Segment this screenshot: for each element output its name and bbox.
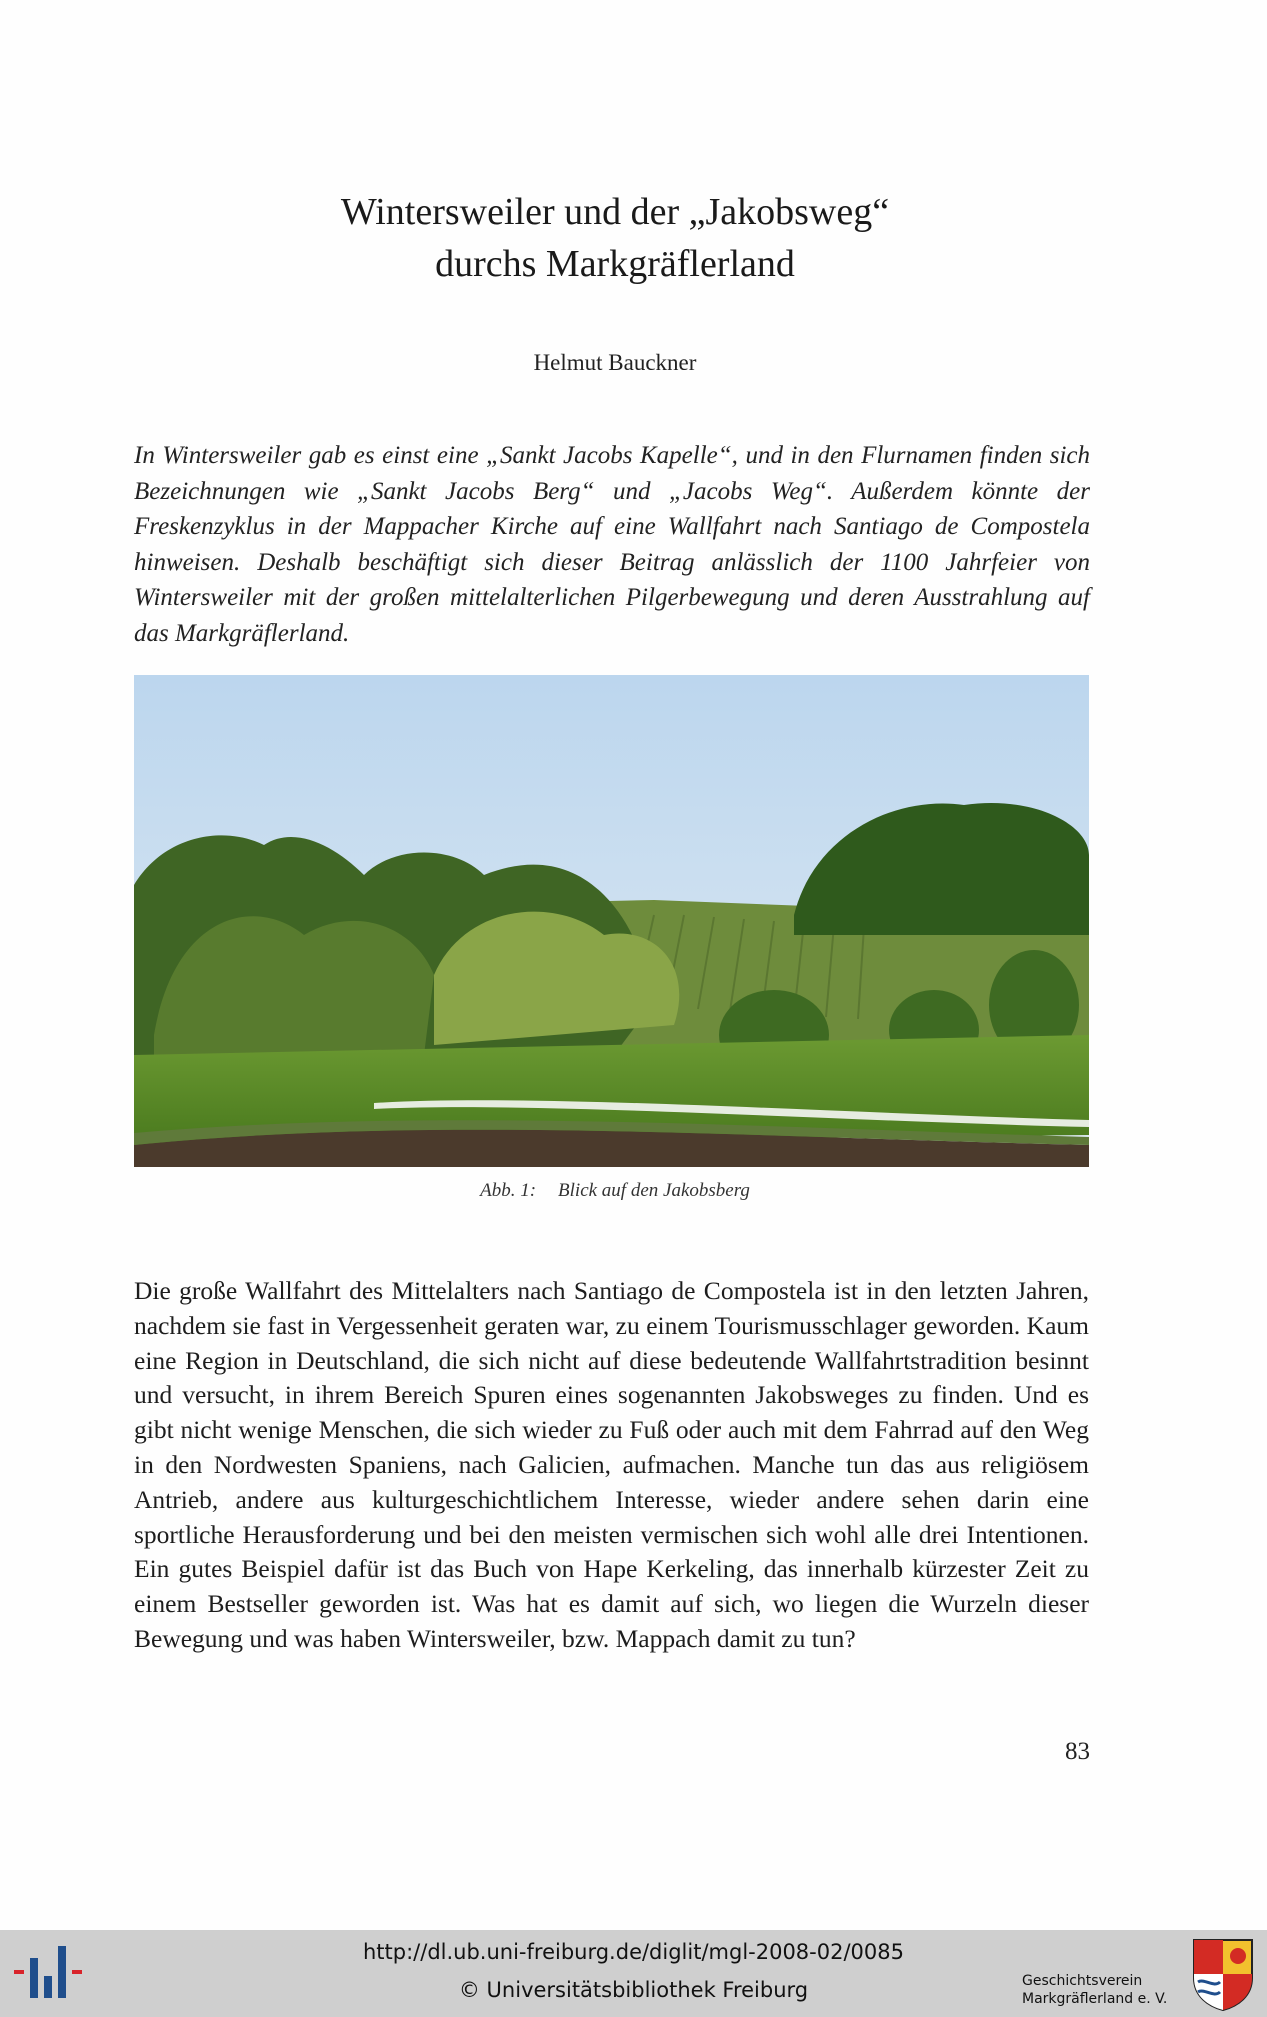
digitization-footer (0, 1930, 1267, 2017)
coat-of-arms-icon (1192, 1938, 1254, 2012)
figure-text: Blick auf den Jakobsberg (558, 1180, 750, 1201)
title-line-2: durchs Markgräflerland (435, 243, 795, 285)
body-paragraph: Die große Wallfahrt des Mittelalters nach Santiago de Compostela ist in den letzten Jahren, nachdem sie fast in Vergessenheit geraten war, zu einem Tourismusschlager geworden. Kaum eine Region in Deutschland, die sich nicht auf diese bedeutende Wallfahrtstradition besinnt und versucht, in ihrem Bereich Spuren eines sogenannten Jakobsweges zu finden. Und es gibt nicht wenige Menschen, die sich wieder zu Fuß oder auch mit dem Fahrrad auf den Weg in den Nordwesten Spaniens, nach Galicien, aufmachen. Manche tun das aus religiösem Antrieb, andere aus kulturgeschichtlichem Interesse, wieder andere sehen darin eine sportliche Herausforderung und bei den meisten vermischen sich wohl alle drei Intentionen. Ein gutes Beispiel dafür ist das Buch von Hape Kerkeling, das innerhalb kürzester Zeit zu einem Bestseller geworden ist. Was hat es damit auf sich, wo liegen die Wurzeln dieser Bewegung und was haben Wintersweiler, bzw. Mappach damit zu tun? (134, 1276, 1089, 1653)
source-url-link[interactable]: http://dl.ub.uni-freiburg.de/diglit/mgl-2008-02/0085 (362, 1940, 904, 1964)
author-name: Helmut Bauckner (533, 350, 697, 375)
society-line-2: Markgräflerland e. V. (1022, 1991, 1168, 2007)
society-line-1: Geschichtsverein (1022, 1973, 1143, 1989)
copyright-notice: © Universitätsbibliothek Freiburg (458, 1978, 809, 2002)
landscape-photo (134, 675, 1089, 1167)
page-number: 83 (1065, 1738, 1090, 1765)
title-line-1: Wintersweiler und der „Jakobsweg“ (340, 191, 890, 233)
figure-label: Abb. 1: (480, 1180, 537, 1201)
article-title (0, 186, 1230, 290)
figure-caption (0, 1180, 1230, 1202)
abstract-paragraph: In Wintersweiler gab es einst eine „Sankt Jacobs Kapelle“, und in den Flurnamen finden sich Bezeichnungen wie „Sankt Jacobs Berg“ und „Jacobs Weg“. Außerdem könnte der Freskenzyklus in der Mappacher Kirche auf eine Wallfahrt nach Santiago de Compostela hinweisen. Deshalb beschäftigt sich dieser Beitrag anlässlich der 1100 Jahrfeier von Wintersweiler mit der großen mittelalterlichen Pilgerbewegung und deren Ausstrahlung auf das Markgräflerland. (134, 442, 1090, 647)
figure-photo (134, 675, 1089, 1167)
society-name (1022, 1972, 1182, 2008)
